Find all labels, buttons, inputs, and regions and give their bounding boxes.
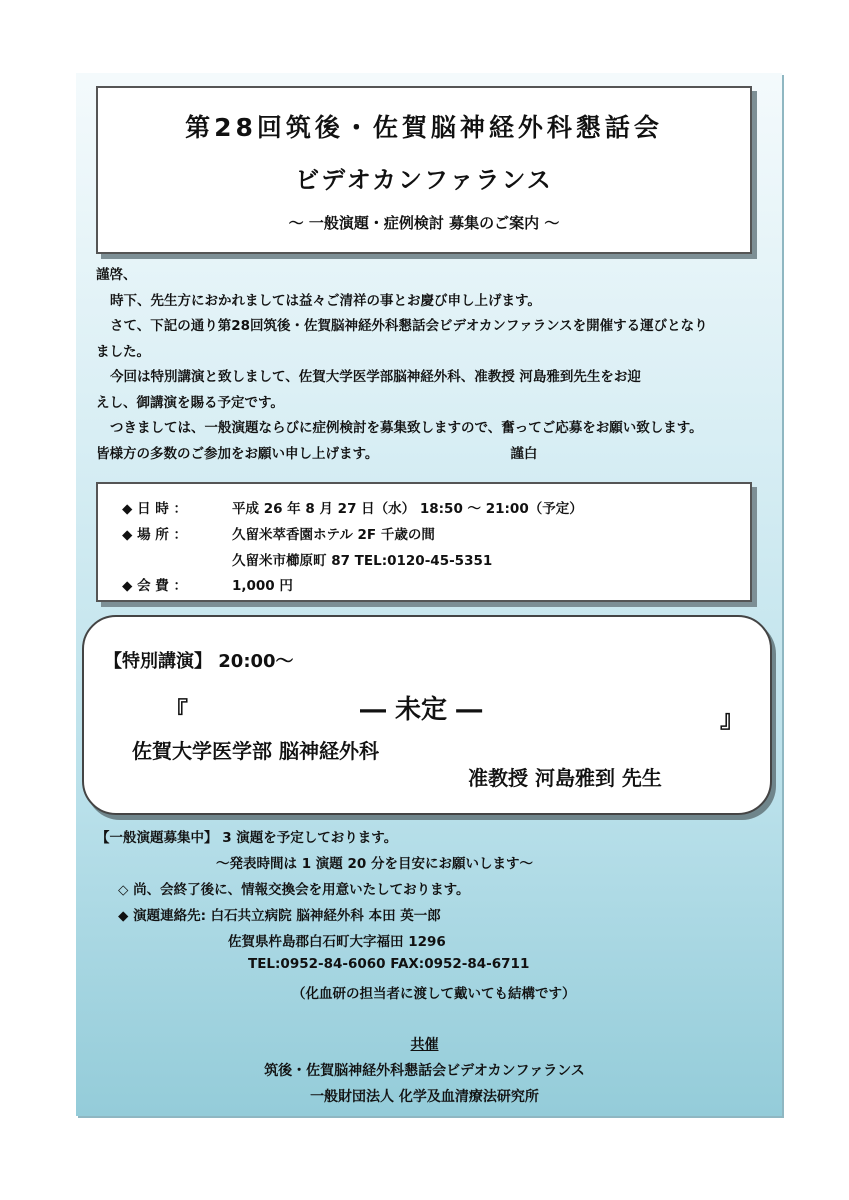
place-label: ◆ 場 所 ： <box>122 527 187 543</box>
fee-value: 1,000 円 <box>232 578 293 594</box>
contact-phone-fax: TEL:0952-84-6060 FAX:0952-84-6711 <box>248 956 530 972</box>
letter-paragraph-2a: さて、下記の通り第28回筑後・佐賀脳神経外科懇話会ビデオカンファランスを開催する運びとなり <box>110 318 708 334</box>
event-tagline: ～ 一般演題・症例検討 募集のご案内 ～ <box>288 214 560 232</box>
open-quote: 『 <box>164 697 188 725</box>
letter-greeting: 謹啓、 <box>96 267 137 283</box>
date-label: ◆ 日 時 ： <box>122 501 187 517</box>
fee-label: ◆ 会 費 ： <box>122 578 187 594</box>
cohost-heading: 共催 <box>410 1037 439 1053</box>
letter-paragraph-4b-text: 皆様方の多数のご参加をお願い申し上げます。 <box>96 445 379 462</box>
place-value: 久留米萃香園ホテル 2F 千歳の間 <box>232 527 435 543</box>
place-row <box>122 523 435 543</box>
event-details-box <box>96 482 752 602</box>
speaker-affiliation: 佐賀大学医学部 脳神経外科 <box>132 739 379 763</box>
special-lecture-heading: 【特別講演】 20:00～ <box>104 651 294 672</box>
contact-line: ◆ 演題連絡先: 白石共立病院 脳神経外科 本田 英一郎 <box>118 908 441 924</box>
letter-paragraph-4a: つきましては、一般演題ならびに症例検討を募集致しますので、奮ってご応募をお願い致します。 <box>110 420 703 436</box>
contact-address: 佐賀県杵島郡白石町大字福田 1296 <box>228 934 446 950</box>
close-quote: 』 <box>720 705 744 733</box>
date-value: 平成 26 年 8 月 27 日（水） 18:50 ～ 21:00（予定） <box>232 501 583 517</box>
place-address: 久留米市櫛原町 87 TEL:0120-45-5351 <box>232 553 493 569</box>
letter-paragraph-1: 時下、先生方におかれましては益々ご清祥の事とお慶び申し上げます。 <box>110 292 541 309</box>
letter-paragraph-2b: ました。 <box>96 343 150 360</box>
lecture-title: ― 未定 ― <box>360 695 483 725</box>
letter-paragraph-3b: えし、御講演を賜る予定です。 <box>96 394 284 411</box>
cohost-org-2: 一般財団法人 化学及血清療法研究所 <box>310 1089 539 1105</box>
cohost-org-1: 筑後・佐賀脳神経外科懇話会ビデオカンファランス <box>264 1063 585 1079</box>
letter-paragraph-3a: 今回は特別講演と致しまして、佐賀大学医学部脳神経外科、准教授 河島雅到先生をお迎 <box>110 369 641 385</box>
fee-row <box>122 574 293 594</box>
event-subtitle: ビデオカンファランス <box>295 166 553 194</box>
contact-note: （化血研の担当者に渡して戴いても結構です） <box>292 986 576 1002</box>
invitation-letter <box>96 263 756 467</box>
date-row <box>122 497 583 517</box>
letter-paragraph-4b <box>96 442 756 468</box>
event-title: 第28回筑後・佐賀脳神経外科懇話会 <box>185 113 663 142</box>
call-line-2: ～発表時間は 1 演題 20 分を目安にお願いします～ <box>216 856 533 872</box>
letter-closing: 謹白 <box>510 445 538 462</box>
title-box <box>96 86 752 254</box>
speaker-name: 准教授 河島雅到 先生 <box>468 766 662 790</box>
call-line-3: ◇ 尚、会終了後に、情報交換会を用意いたしております。 <box>118 882 470 898</box>
call-line-1: 【一般演題募集中】 3 演題を予定しております。 <box>96 830 398 846</box>
special-lecture-box <box>82 615 772 815</box>
